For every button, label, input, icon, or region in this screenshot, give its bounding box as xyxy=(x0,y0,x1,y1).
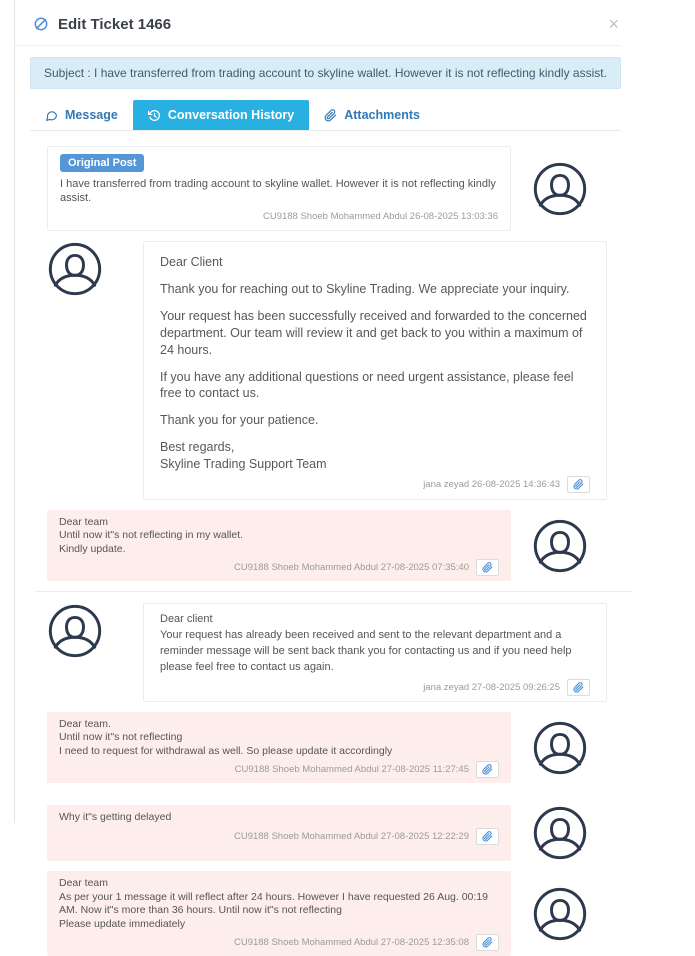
edit-ticket-icon xyxy=(33,16,49,32)
avatar xyxy=(532,805,588,861)
avatar xyxy=(47,603,103,659)
edit-ticket-modal xyxy=(14,0,695,949)
attachment-button[interactable] xyxy=(476,934,499,951)
message-bubble xyxy=(47,805,511,861)
message-paragraph: Your request has been successfully received and forwarded to the concerned department. Our team will review it and get back to you within a maximum of 24 hours. xyxy=(160,308,587,357)
message-bubble xyxy=(143,241,607,500)
attachment-button[interactable] xyxy=(476,761,499,778)
message-meta-text: jana zeyad 27-08-2025 09:26:25 xyxy=(423,681,560,693)
message-text: Why it"s getting delayed xyxy=(59,811,172,824)
subject-bar: Subject : I have transferred from trading account to skyline wallet. However it is not reflecting kindly assist. xyxy=(30,57,621,89)
message-meta xyxy=(59,559,499,576)
message-row xyxy=(47,871,619,956)
message-paragraph: Thank you for reaching out to Skyline Trading. We appreciate your inquiry. xyxy=(160,282,570,297)
history-icon xyxy=(148,109,161,122)
message-bubble xyxy=(47,510,511,581)
tab-bar xyxy=(30,89,621,131)
avatar xyxy=(532,720,588,776)
message-row xyxy=(47,712,619,783)
attachment-button[interactable] xyxy=(476,559,499,576)
message-paragraph: Thank you for your patience. xyxy=(160,413,319,428)
avatar xyxy=(532,886,588,942)
message-meta-text: CU9188 Shoeb Mohammed Abdul 27-08-2025 07:35:40 xyxy=(233,562,469,574)
tab-attachments[interactable] xyxy=(309,100,435,130)
message-text: Dear team xyxy=(59,515,109,528)
message-meta xyxy=(59,828,499,845)
message-text: Dear team xyxy=(59,877,109,890)
avatar xyxy=(47,241,103,297)
attachment-button[interactable] xyxy=(567,679,590,696)
message-row xyxy=(47,241,619,500)
attachment-button[interactable] xyxy=(476,828,499,845)
message-text: I have transferred from trading account to skyline wallet. However it is not reflecting kindly assist. xyxy=(60,178,496,205)
message-text: Until now it"s not reflecting in my wallet. xyxy=(59,529,244,542)
tab-label: Attachments xyxy=(344,108,420,122)
message-paragraph: If you have any additional questions or need urgent assistance, please feel free to contact us. xyxy=(160,369,574,401)
message-icon xyxy=(45,109,58,122)
message-meta-text: CU9188 Shoeb Mohammed Abdul 27-08-2025 12:35:08 xyxy=(233,937,469,949)
message-text: Kindly update. xyxy=(59,542,126,555)
section-divider xyxy=(35,591,633,592)
message-text: Dear team. xyxy=(59,717,111,730)
message-bubble xyxy=(47,871,511,956)
message-text: Please update immediately xyxy=(59,917,186,930)
message-meta xyxy=(60,208,498,225)
message-bubble xyxy=(47,146,511,231)
message-paragraph: Skyline Trading Support Team xyxy=(160,457,327,472)
message-paragraph: Best regards, xyxy=(160,440,235,455)
tab-label: Conversation History xyxy=(167,108,295,122)
original-post-badge: Original Post xyxy=(60,154,144,172)
message-meta-text: CU9188 Shoeb Mohammed Abdul 26-08-2025 13:03:36 xyxy=(262,211,498,223)
close-icon[interactable]: × xyxy=(608,14,619,34)
message-meta-text: CU9188 Shoeb Mohammed Abdul 27-08-2025 12:22:29 xyxy=(233,830,469,842)
message-bubble xyxy=(143,603,607,702)
message-text: As per your 1 message it will reflect after 24 hours. However I have requested 26 Aug. 00:19 AM. Now it"s more than 36 hours. Until now it"s not reflecting xyxy=(59,890,488,917)
message-meta-text: jana zeyad 26-08-2025 14:36:43 xyxy=(423,478,560,490)
message-meta xyxy=(59,761,499,778)
message-row xyxy=(47,603,619,702)
tab-message[interactable] xyxy=(30,100,133,130)
message-meta-text: CU9188 Shoeb Mohammed Abdul 27-08-2025 11:27:45 xyxy=(234,764,469,776)
message-text: Your request has already been received and sent to the relevant department and a reminder message will be sent back thank you for contacting us and if you need help please feel free to contact us again. xyxy=(160,629,572,674)
message-bubble xyxy=(47,712,511,783)
conversation-history-list xyxy=(47,146,619,956)
message-row xyxy=(47,146,619,231)
message-row xyxy=(47,805,619,861)
tab-conversation-history[interactable] xyxy=(133,100,309,130)
message-meta xyxy=(160,476,590,493)
attachment-button[interactable] xyxy=(567,476,590,493)
message-text: Until now it"s not reflecting xyxy=(59,731,183,744)
message-meta xyxy=(59,934,499,951)
modal-header xyxy=(15,0,621,46)
message-paragraph: Dear Client xyxy=(160,255,223,270)
message-text: I need to request for withdrawal as well. So please update it accordingly xyxy=(59,744,393,757)
modal-title: Edit Ticket 1466 xyxy=(58,15,172,33)
avatar xyxy=(532,518,588,574)
tab-label: Message xyxy=(65,108,118,122)
message-text: Dear client xyxy=(160,613,213,626)
message-row xyxy=(47,510,619,581)
message-meta xyxy=(160,679,590,696)
avatar xyxy=(532,161,588,217)
paperclip-icon xyxy=(324,109,337,122)
